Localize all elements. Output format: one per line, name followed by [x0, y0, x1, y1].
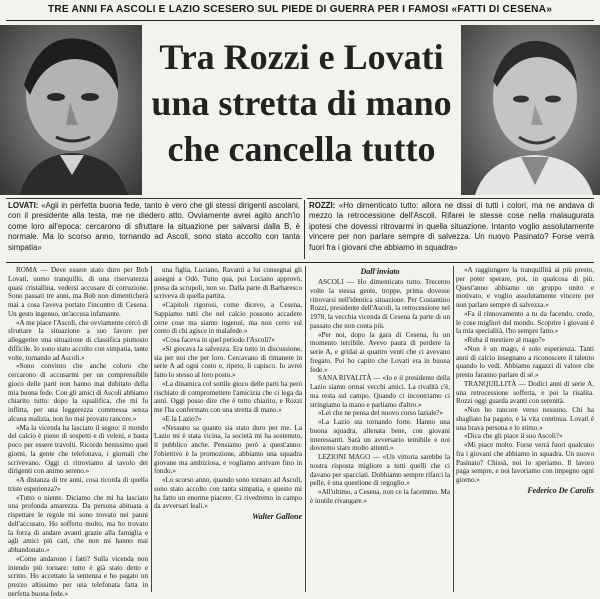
photo-rozzi-image: [461, 25, 600, 195]
column-1-paragraph: «A distanza di tre anni, cosa ricorda di quella triste esperienza?»: [8, 476, 148, 493]
quote-rozzi-text: «Ho dimenticato tutto: allora ne dissi di tutti i colori, ma ne andava di mezzo la retrocessione dell'Ascoli. Rifarei le stesse cose nella malaugurata ipotesi che dovessi ritrovarmi in quella situazione. Intanto voglio assolutamente vincere per non parlare sempre di salvezza. Un nuovo Pasinato? Forse verrà fuori fra i giovani che abbiamo in squadra»: [309, 201, 594, 252]
quote-separator: [304, 200, 305, 259]
dateline: Dall'inviato: [360, 267, 400, 276]
column-1-paragraph: «Sono convinto che anche coloro che cercarono di accusarmi per un comprensibile gioco delle parti non hanno mai dubitato della mia buona fede. Con gli amici di Ascoli abbiamo chiarito tutto: dopo la squalifica, che mi fu inflitta, per una leggerezza commessa senza alcuna malizia, non ho mai provato rancore.»: [8, 362, 148, 423]
column-3-paragraph: «Per noi, dopo la gara di Cesena, fu un momento terribile. Avevo paura di perdere la serie A, e gridai ai quattro venti che ci avevano fregato. Poi ho capito che Lovati era in buona fede.»: [310, 330, 450, 374]
column-4-paragraph: «Mi piace molto. Forse verrà fuori qualcuno fra i giovani che abbiamo in squadra. Un nuovo Pasinato? Chissà, noi lo speriamo. Il lavoro paga sempre, e noi lavoriamo con impegno ogni giorno.»: [456, 441, 594, 484]
column-4-paragraph: «Non ho rancore verso nessuno. Chi ha sbagliato ha pagato, e la vita continua. Lovati è una brava persona e lo stimo.»: [456, 406, 594, 432]
headline-line-2: una stretta di mano: [151, 83, 452, 123]
column-4-paragraph: TRANQUILLITÀ — Dodici anni di serie A, una retrocessione sofferta, e poi la risalita. Rozzi oggi guarda avanti con serenità.: [456, 379, 594, 406]
byline-de-carolis: Federico De Carolis: [527, 485, 594, 495]
column-separator-2: [305, 266, 306, 592]
column-1: [8, 266, 148, 596]
column-2-paragraph: «Nessuno sa quanto sia stato duro per me. La Lazio mi è stata vicina, la società mi ha sostenuto, il pubblico anche. Pensiamo però a quest'anno: l'obiettivo è la promozione, abbiamo una squadra giovane ma ambiziosa, e vogliamo arrivare fino in fondo.»: [154, 423, 302, 476]
column-3: [310, 266, 450, 596]
quote-lovati: [8, 201, 300, 259]
quote-rozzi-speaker: ROZZI:: [309, 201, 336, 210]
body-rule: [6, 262, 594, 263]
column-1-paragraph: «Ma la vicenda ha lasciato il segno: il mondo del calcio è pieno di sospetti e di veleni, e basta poco per essere travolti. Ricordo benissimo quei giorni, la gente che telefonava, i giornali che scrivevano. Oggi ci ritroviamo al tavolo dei dirigenti con animo sereno.»: [8, 423, 148, 476]
column-3-paragraph: SANA RIVALITÀ — «Io e il presidente della Lazio siamo ormai vecchi amici. La rivalità c'è, ma resta sul campo. Quando ci incontriamo ci stringiamo la mano e parliamo d'altro.»: [310, 374, 450, 409]
column-2-paragraph: «E la Lazio?»: [162, 414, 202, 423]
column-3-paragraph: LEZIONI MAGO — «Un vittoria sarebbe la nostra risposta migliore a tutti quelli che ci davano per spacciati. Dobbiamo sempre rifarci la pelle, è una questione di orgoglio.»: [310, 453, 450, 488]
column-1-paragraph: «Come andarono i fatti? Sulla vicenda non intendo più tornare: tutto è già stato detto e scritto. Ho accettato la sentenza e ho pagato un prezzo altissimo per una telefonata fatta in perfetta buona fede.»: [8, 554, 148, 596]
column-3-paragraph: ASCOLI — Ho dimenticato tutto. Trecento volte la stessa gente, troppe, prima dovesse ritrovarsi nell'identica situazione. Per Costantino Rozzi, presidente dell'Ascoli, la retrocessione nel 1978, la vecchia vicenda di Cesena fa parte di un passato che non conta più.: [310, 278, 450, 330]
kicker-rule: [6, 20, 594, 21]
headline-line-1: Tra Rozzi e Lovati: [159, 37, 444, 77]
headline: [142, 34, 461, 184]
byline-gallone: Walter Gallone: [252, 512, 302, 521]
photo-rozzi: [461, 25, 600, 195]
column-4-paragraph: «Fa il rinnovamento a tu da facendo, credo, le cose migliori del mondo. Scoprire i giovani è la mia specialità, l'ho sempre fatto.»: [456, 309, 594, 336]
column-1-paragraph: ROMA — Deve essere stato duro per Bob Lovati, uomo tranquillo, di una riservatezza quasi cristallina, vedersi accusare di corruzione. Sono passati tre anni, ma Bob non dimenticherà mai a cosa l'aveva portato l'incontro di Cesena. Un gesto ingenuo, un'accusa infamante.: [8, 266, 148, 318]
quote-rozzi: [309, 201, 594, 259]
column-separator-3: [453, 266, 454, 592]
column-4: [456, 266, 594, 596]
quote-rule-right: [307, 198, 594, 199]
column-4-paragraph: «Non è un mago, è solo esperienza. Tanti anni di calcio insegnano a riconoscere il talento quando lo vedi. Abbiamo ragazzi di valore che presto faranno parlare di sé.»: [456, 344, 594, 379]
column-2-paragraph: una figlia, Luciano, Ravanti a lui consegnai gli assegni a Odò. Tutto qua, poi Luciano approvò, presa da scrupoli, non so. Dalla parte di Barbaresco scriveva di quella partita.: [154, 266, 302, 301]
column-1-paragraph: «Tutto o niente. Diciamo che mi ha lasciato una profonda amarezza. Da persona abituata a rispettare le regole mi sono trovato nei panni dell'accusato. Ho sofferto molto, ma ho trovato la forza di andare avanti grazie alla famiglia e agli amici più cari, che non mi hanno mai abbandonato.»: [8, 493, 148, 554]
column-3-paragraph: «Lei che ne pensa del nuovo corso laziale?»: [318, 409, 444, 418]
column-2-paragraph: «Si giocava la salvezza. Era tutto in discussione, sia per noi che per loro. Cercavano di rimanere in serie A ad ogni costo e, ripeto, li capisco. Io avrei fatto lo stesso al loro posto.»: [154, 344, 302, 379]
quote-lovati-speaker: LOVATI:: [8, 201, 39, 210]
column-2-paragraph: «Capitoli rigorosi, come dicevo, a Cesena, Sappiamo tutti che nel calcio possono accadere certe cose ma siamo ingenui, ma non certo sul conto di chi agisce in malafede.»: [154, 301, 302, 336]
column-3-paragraph: «All'ultimo, a Cesena, non ce la facemmo. Ma è inutile rivangare.»: [310, 488, 450, 505]
headline-line-3: che cancella tutto: [167, 129, 436, 169]
column-separator-1: [151, 266, 152, 592]
column-2-paragraph: «Cosa faceva in quel periodo l'Ascoli?»: [162, 336, 275, 344]
column-4-paragraph: «Dica che gli piace il suo Ascoli?»: [464, 432, 563, 441]
column-2-paragraph: «La dinamica col sottile gioco delle parti ha però rischiato di compromettere l'amicizia che ci lega da anni. Oggi posso dire che è tutto chiarito, e Rozzi me l'ha confermato con una stretta di mano.»: [154, 379, 302, 414]
photo-lovati-image: [0, 25, 142, 195]
column-3-paragraph: «La Lazio sta tornando forte. Hanno una buona squadra, allenata bene, con giovani interessanti. Sarà un avversario temibile e noi dovremo stare molto attenti.»: [310, 418, 450, 453]
quote-lovati-text: «Agii in perfetta buona fede, tanto è vero che gli stessi dirigenti ascolani, con il presidente alla testa, me ne diedero atto. Ovviamente avrei agito anch'io come loro all'epoca: cercarono di sfruttare la situazione per salvarsi dalla B, è normale. Ma lo scorso anno, tornando ad Ascoli, sono stato accolto con tanta simpatia»: [8, 201, 300, 252]
column-4-paragraph: «A raggiungere la tranquillità ai più presto, per poter sperare, poi, in qualcosa di più. Quest'anno abbiamo un gruppo unito e motivato, e voglio assolutamente vincere per non parlare sempre di salvezza.»: [456, 266, 594, 309]
quote-rule-left: [6, 198, 302, 199]
kicker: TRE ANNI FA ASCOLI E LAZIO SCESERO SUL PIEDE DI GUERRA PER I FAMOSI «FATTI DI CESENA»: [47, 4, 553, 15]
photo-lovati: [0, 25, 142, 195]
column-4-paragraph: «Ruba il mestiere al mago?»: [464, 336, 546, 344]
column-2: [154, 266, 302, 596]
column-1-paragraph: «A me piace l'Ascoli, che ovviamente cercò di sfruttare la situazione a suo favore per alleggerire una situazione di classifica piuttosto difficile. Io sono stato accolto con simpatia, tante volte, tornando ad Ascoli.»: [8, 318, 148, 362]
column-2-paragraph: «Lo scorso anno, quando sono tornato ad Ascoli, sono stato accolto con tanta simpatia, e questo mi ha fatto un enorme piacere. Ci rivedremo in campo da avversari leali.»: [154, 476, 302, 511]
